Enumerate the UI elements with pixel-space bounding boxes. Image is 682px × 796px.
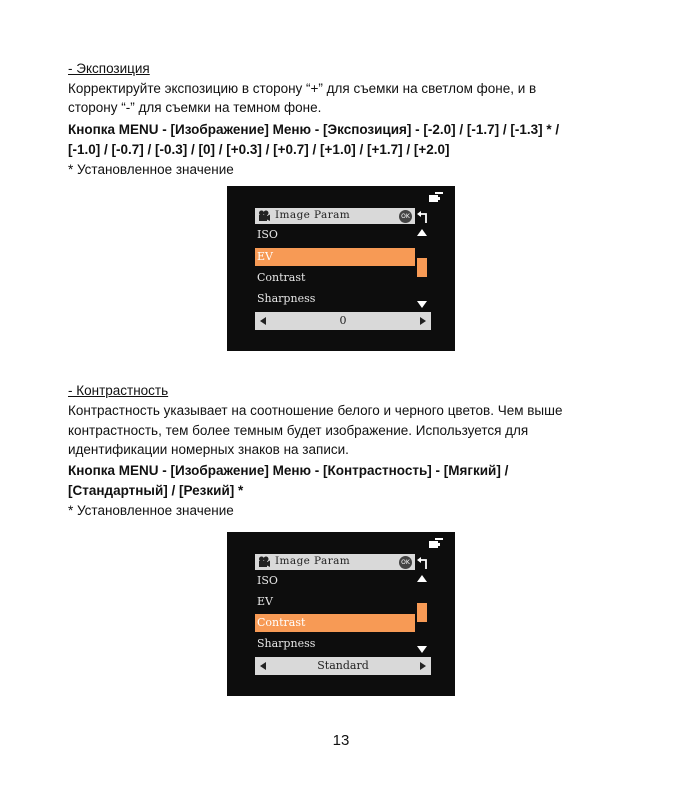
menu-item-contrast[interactable]: Contrast — [257, 271, 306, 284]
right-arrow-icon[interactable] — [420, 317, 426, 325]
scroll-up-icon[interactable] — [417, 229, 427, 236]
page-number: 13 — [332, 732, 350, 749]
menu-item-sharpness[interactable]: Sharpness — [257, 637, 316, 650]
exposure-menu-path-line-2: [-1.0] / [-0.7] / [-0.3] / [0] / [+0.3] / [+0.7] / [+1.0] / [+1.7] / [+2.0] — [68, 142, 450, 157]
contrast-menu-path-line-2: [Стандартный] / [Резкий] * — [68, 483, 244, 498]
camera-screen-contrast — [227, 532, 455, 696]
menu-title: Image Param — [275, 555, 351, 567]
scrollbar-thumb[interactable] — [417, 603, 427, 622]
value-selector[interactable] — [255, 312, 431, 330]
contrast-desc-line-1: Контрастность указывает на соотношение белого и черного цветов. Чем выше — [68, 403, 563, 418]
scroll-up-icon[interactable] — [417, 575, 427, 582]
battery-icon — [429, 538, 443, 548]
contrast-menu-path-line-1: Кнопка MENU - [Изображение] Меню - [Контрастность] - [Мягкий] / — [68, 463, 509, 478]
scroll-down-icon[interactable] — [417, 646, 427, 653]
exposure-menu-path-line-1: Кнопка MENU - [Изображение] Меню - [Экспозиция] - [-2.0] / [-1.7] / [-1.3] * / — [68, 122, 560, 137]
scrollbar-thumb[interactable] — [417, 258, 427, 277]
exposure-desc-line-2: сторону “-” для съемки на темном фоне. — [68, 100, 322, 115]
value-selector[interactable] — [255, 657, 431, 675]
battery-icon — [429, 192, 443, 202]
menu-title-bar — [255, 554, 415, 570]
ok-icon[interactable]: OK — [399, 556, 412, 569]
menu-title-bar — [255, 208, 415, 224]
camera-icon — [258, 210, 270, 222]
back-icon[interactable] — [416, 210, 429, 223]
section-heading-exposure: - Экспозиция — [68, 61, 150, 76]
scroll-down-icon[interactable] — [417, 301, 427, 308]
menu-item-iso[interactable]: ISO — [257, 228, 278, 241]
section-heading-contrast: - Контрастность — [68, 383, 169, 398]
menu-title: Image Param — [275, 209, 351, 221]
camera-icon — [258, 556, 270, 568]
exposure-default-note: * Установленное значение — [68, 162, 234, 177]
camera-screen-exposure — [227, 186, 455, 351]
contrast-desc-line-3: идентификации номерных знаков на записи. — [68, 442, 349, 457]
menu-item-contrast[interactable]: Contrast — [255, 614, 415, 632]
exposure-desc-line-1: Корректируйте экспозицию в сторону “+” для съемки на светлом фоне, и в — [68, 81, 537, 96]
menu-item-sharpness[interactable]: Sharpness — [257, 292, 316, 305]
right-arrow-icon[interactable] — [420, 662, 426, 670]
current-value: Standard — [317, 659, 369, 672]
menu-item-ev[interactable]: EV — [257, 595, 273, 608]
menu-item-iso[interactable]: ISO — [257, 574, 278, 587]
contrast-desc-line-2: контрастность, тем более темным будет изображение. Используется для — [68, 423, 529, 438]
ok-icon[interactable]: OK — [399, 210, 412, 223]
back-icon[interactable] — [416, 556, 429, 569]
contrast-default-note: * Установленное значение — [68, 503, 234, 518]
menu-item-ev[interactable]: EV — [255, 248, 415, 266]
current-value: 0 — [339, 314, 347, 327]
